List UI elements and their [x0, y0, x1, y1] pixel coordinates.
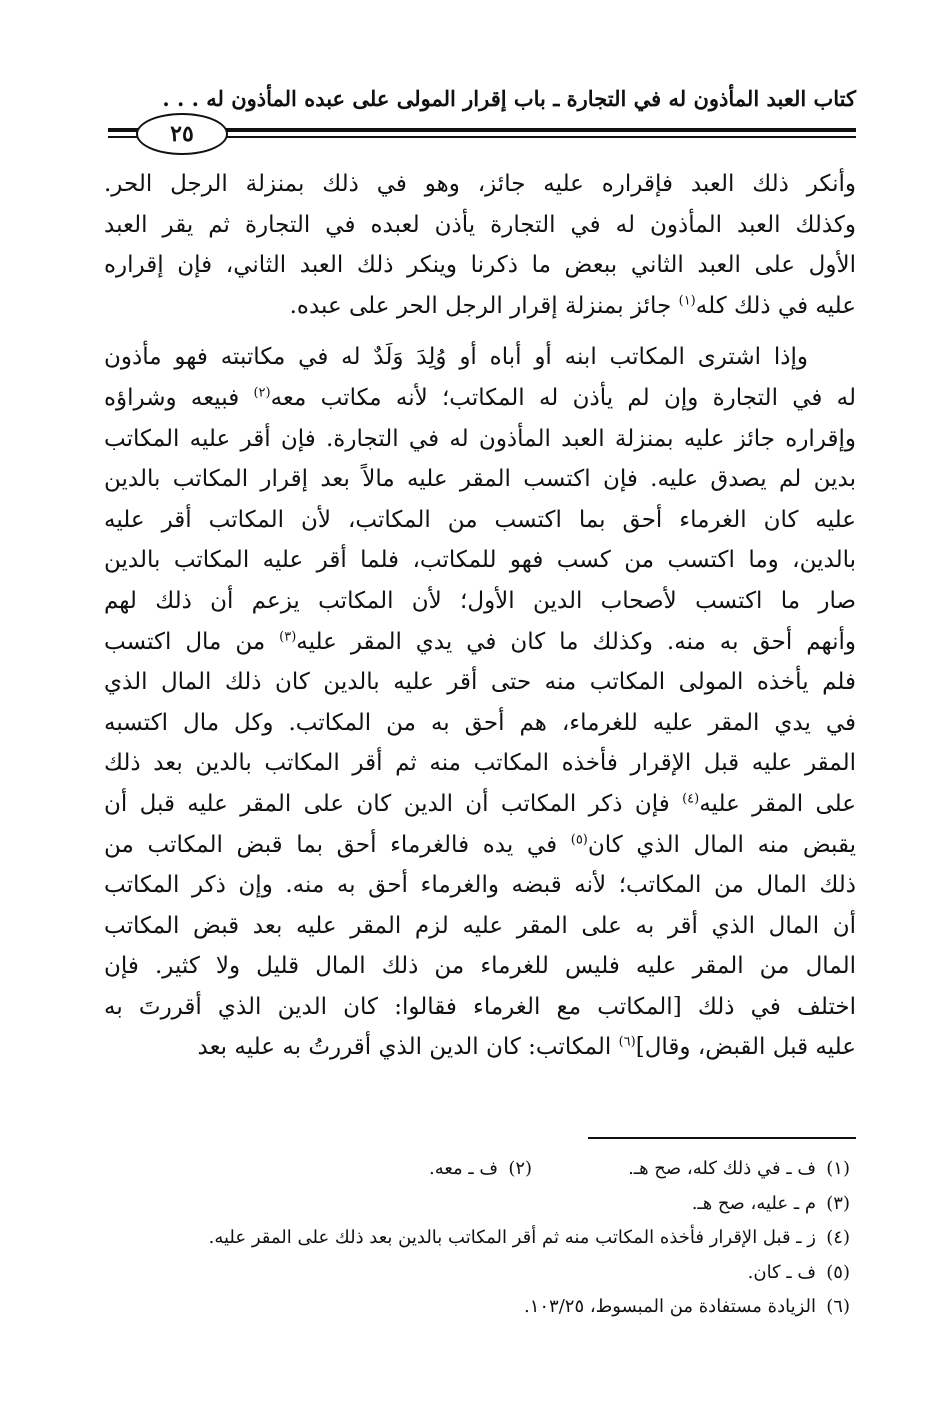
footnotes [104, 1152, 850, 1325]
text-line: بالدين، وما اكتسب من كسب فهو للمكاتب، فلما أقر عليه المكاتب بالدين [104, 547, 856, 574]
text-line [104, 825, 856, 866]
text-line [104, 378, 856, 419]
text-line: وإقراره جائز عليه بمنزلة العبد المأذون له في التجارة. فإن أقر عليه المكاتب [104, 425, 856, 452]
footnote-text: ز ـ قبل الإقرار فأخذه المكاتب منه ثم أقر المكاتب بالدين بعد ذلك على المقر عليه. [208, 1227, 816, 1248]
text-segment: في يده فالغرماء أحق بما قبض المكاتب من [104, 831, 571, 858]
footnote-marker: (٥) [570, 831, 588, 847]
page-number [136, 113, 228, 155]
text-segment: على المقر عليه [699, 790, 856, 817]
text-line: صار ما اكتسب لأصحاب الدين الأول؛ لأن المكاتب يزعم أن ذلك لهم [104, 587, 856, 614]
text-line: وكذلك العبد المأذون له في التجارة يأذن لعبده في التجارة ثم يقر العبد [104, 211, 856, 238]
text-segment: له في التجارة وإن لم يأذن له المكاتب؛ لأنه مكاتب معه [270, 384, 856, 411]
paragraph-1 [104, 164, 856, 326]
text-segment: فبيعه وشراؤه [104, 384, 254, 411]
text-line [104, 286, 856, 327]
main-text [104, 164, 856, 1068]
text-segment: فإن ذكر المكاتب أن الدين كان على المقر عليه قبل أن [104, 790, 683, 817]
footnote-number: (١) [826, 1158, 850, 1179]
footnote-marker: (٦) [618, 1034, 636, 1050]
footnote-rule [588, 1137, 856, 1139]
footnote-text: م ـ عليه، صح هـ. [691, 1192, 816, 1214]
text-line: المال من المقر عليه فليس للغرماء من ذلك المال قليل ولا كثير. فإن [104, 953, 856, 980]
text-segment: عليه قبل القبض، وقال] [635, 1034, 856, 1061]
footnote-text: ف ـ معه. [429, 1158, 499, 1179]
text-line [104, 622, 856, 663]
text-segment: يقبض منه المال الذي كان [587, 831, 856, 858]
footnote-text: الزيادة مستفادة من المبسوط، ١٠٣/٢٥. [523, 1296, 816, 1317]
text-line: المقر عليه قبل الإقرار فأخذه المكاتب منه ثم أقر المكاتب بالدين بعد ذلك [104, 750, 856, 777]
footnote-list [104, 1187, 850, 1325]
paragraph-2 [104, 337, 856, 1068]
footnote-spacer [532, 1152, 628, 1187]
text-line: ذلك المال من المكاتب؛ لأنه قبضه والغرماء أحق به منه. وإن ذكر المكاتب [104, 872, 856, 899]
text-line: أن المال الذي أقر به على المقر عليه لزم المقر عليه بعد قبض المكاتب [104, 912, 856, 939]
page-number-text: ٢٥ [170, 121, 194, 147]
text-line: فلم يأخذه المولى المكاتب منه حتى أقر عليه بالدين كان ذلك المال الذي [104, 669, 856, 696]
footnote-row [104, 1221, 850, 1256]
footnote-marker: (٣) [279, 628, 297, 644]
footnote-row [104, 1152, 850, 1187]
footnote-number: (٤) [826, 1227, 850, 1248]
footnote-row [104, 1256, 850, 1291]
text-segment: وأنهم أحق به منه. وكذلك ما كان في يدي المقر عليه [296, 628, 857, 655]
text-line [104, 784, 856, 825]
text-line: اختلف في ذلك [المكاتب مع الغرماء فقالوا: كان الدين الذي أقررتَ به [104, 993, 856, 1020]
footnote-number: (٣) [826, 1192, 850, 1214]
footnote-text: ف ـ في ذلك كله، صح هـ. [628, 1158, 816, 1179]
footnote-marker: (١) [678, 293, 696, 309]
text-segment: من مال اكتسب [104, 628, 280, 655]
text-line [104, 1027, 856, 1068]
footnote-number: (٢) [508, 1158, 533, 1179]
footnote-number: (٦) [826, 1296, 850, 1317]
footnote-number: (٥) [826, 1261, 850, 1283]
text-segment: جائز بمنزلة إقرار الرجل الحر على عبده. [289, 292, 679, 319]
text-line: عليه كان الغرماء أحق بما اكتسب من المكاتب، لأن المكاتب أقر عليه [104, 506, 856, 533]
footnote-marker: (٤) [682, 791, 700, 807]
text-line: بدين لم يصدق عليه. فإن اكتسب المقر عليه مالاً بعد إقرار المكاتب بالدين [104, 466, 856, 493]
text-segment: عليه في ذلك كله [695, 292, 856, 319]
text-line: في يدي المقر عليه للغرماء، هم أحق به من المكاتب. وكل مال اكتسبه [104, 709, 856, 736]
text-line: الأول على العبد الثاني ببعض ما ذكرنا وينكر ذلك العبد الثاني، فإن إقراره [104, 252, 856, 279]
footnote-row [104, 1290, 850, 1325]
text-segment: المكاتب: كان الدين الذي أقررتُ به عليه بعد [197, 1034, 619, 1061]
footnote-text: ف ـ كان. [747, 1261, 816, 1283]
text-line: وأنكر ذلك العبد فإقراره عليه جائز، وهو في ذلك بمنزلة الرجل الحر. [104, 171, 856, 197]
footnote-marker: (٢) [253, 385, 271, 401]
text-line: وإذا اشترى المكاتب ابنه أو أباه أو وُلِدَ وَلَدٌ له في مكاتبته فهو مأذون [104, 344, 808, 371]
footnote-row [104, 1187, 850, 1222]
running-header-title: كتاب العبد المأذون له في التجارة ـ باب إقرار المولى على عبده المأذون له . . . [162, 86, 856, 111]
